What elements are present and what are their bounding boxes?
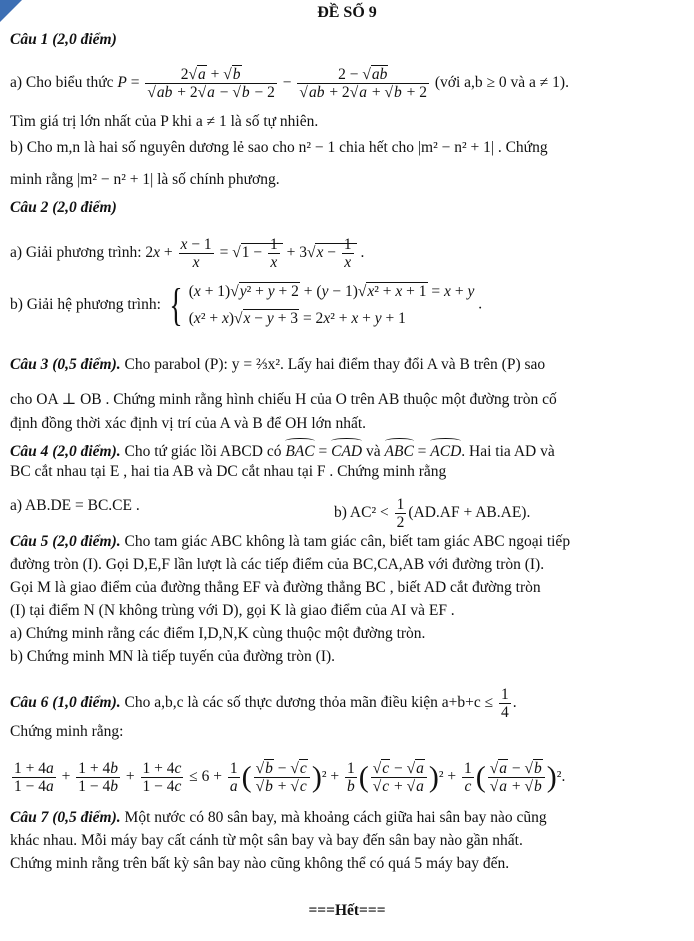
- q4-text1c: . Hai tia AD và: [461, 443, 555, 460]
- q6-text1: Cho a,b,c là các số thực dương thỏa mãn điều kiện a+b+c ≤: [124, 694, 494, 712]
- q2-a-line: a) Giải phương trình: 2x + $\frac{x - 1}{x}$ = √ 1 − $\frac{1}{x}$ + 3√ x − $\frac{1}{x}$ .: [10, 236, 364, 271]
- q4-b-lead: b) AC² <: [334, 504, 389, 522]
- q5-heading: Câu 5 (2,0 điểm).: [10, 533, 121, 550]
- q1-b-line1: b) Cho m,n là hai số nguyên dương lẻ sao cho n² − 1 chia hết cho |m² − n² + 1| . Chứng: [10, 139, 548, 156]
- q4-line1: Câu 4 (2,0 điểm). Cho tứ giác lồi ABCD có BAC = CAD và ABC = ACD. Hai tia AD và: [10, 439, 555, 462]
- q2-a-lead: a) Giải phương trình:: [10, 244, 142, 262]
- q7-heading: Câu 7 (0,5 điểm).: [10, 809, 121, 826]
- q1-a-condition: (với a,b ≥ 0 và a ≠ 1).: [434, 74, 569, 92]
- q5-text1: Cho tam giác ABC không là tam giác cân, biết tam giác ABC ngoại tiếp: [124, 533, 571, 550]
- q1-a-line: a) Cho biểu thức P = 2√ a + √ b √ ab + 2√ a − √ b − 2 − 2 − √ ab √ ab + 2√ a + √ b + 2 (với a,b ≥ 0 và a ≠ 1).: [10, 66, 569, 101]
- q4-b-tail: (AD.AF + AB.AE).: [408, 504, 531, 522]
- q7-line2: khác nhau. Mỗi máy bay cất cánh từ một sân bay và bay đến sân bay nào gần nhất.: [10, 832, 523, 849]
- q4-heading: Câu 4 (2,0 điểm).: [10, 443, 121, 460]
- q4-a: a) AB.DE = BC.CE .: [10, 497, 140, 514]
- q2-b-line: b) Giải hệ phương trình: { (x + 1)√ y² + y + 2 + (y − 1)√ x² + x + 1 = x + y (x² + x)√ x − y + 3 = 2x² + x + y + 1 .: [10, 278, 482, 332]
- q1-fraction-1: 2√ a + √ b √ ab + 2√ a − √ b − 2: [145, 66, 277, 101]
- q4-line2: BC cắt nhau tại E , hai tia AB và DC cắt nhau tại F . Chứng minh rằng: [10, 463, 447, 480]
- q3-line1: [10, 355, 545, 375]
- q5-a: a) Chứng minh rằng các điểm I,D,N,K cùng thuộc một đường tròn.: [10, 625, 426, 642]
- q6-prove: Chứng minh rằng:: [10, 723, 124, 740]
- q3-line3: định đồng thời xác định vị trí của A và B để OH lớn nhất.: [10, 415, 367, 432]
- q2-b-lead: b) Giải hệ phương trình:: [10, 296, 161, 313]
- q7-line1: [10, 808, 547, 828]
- end-marker: ===Hết===: [308, 902, 386, 919]
- q4-text1b: và: [366, 443, 381, 460]
- q7-line3: Chứng minh rằng trên bất kỳ sân bay nào cũng không thể có quá 5 máy bay đến.: [10, 855, 510, 872]
- q5-line3: Gọi M là giao điểm của đường thẳng EF và đường thẳng BC , biết AD cắt đường tròn: [10, 579, 541, 596]
- q2-heading: Câu 2 (2,0 điểm): [10, 199, 117, 216]
- q1-a-task: Tìm giá trị lớn nhất của P khi a ≠ 1 là số tự nhiên.: [10, 113, 319, 130]
- q6-inequality: $\frac{1 + 4a}{1 - 4a}$ + $\frac{1 + 4b}{1 - 4b}$ + $\frac{1 + 4c}{1 - 4c}$ ≤ 6 + $\frac{1}{a}$ ( √ b − √ c √ b + √ c )² + $\frac{1}{b}$ ( √ c − √ a √ c + √ a )² + $\frac{1}{c}$ ( √ a − √ b √ a + √ b )².: [10, 760, 565, 795]
- q4-b: b) AC² < $\frac{1}{2}$ (AD.AF + AB.AE).: [334, 496, 531, 531]
- q3-line2: cho OA ⊥ OB . Chứng minh rằng hình chiếu H của O trên AB thuộc một đường tròn cố: [10, 391, 557, 408]
- q1-heading: Câu 1 (2,0 điểm): [10, 31, 117, 48]
- q7-text1: Một nước có 80 sân bay, mà khoảng cách giữa hai sân bay nào cũng: [124, 809, 547, 826]
- page-title: ĐỀ SỐ 9: [317, 4, 377, 21]
- q5-line1: [10, 532, 570, 552]
- q1-fraction-2: 2 − √ ab √ ab + 2√ a + √ b + 2: [297, 66, 429, 101]
- q2-system: (x + 1)√ y² + y + 2 + (y − 1)√ x² + x + 1 = x + y (x² + x)√ x − y + 3 = 2x² + x + y + 1: [189, 278, 475, 332]
- q4-text1a: Cho tứ giác lồi ABCD có: [124, 443, 282, 460]
- q5-line4: (I) tại điểm N (N không trùng với D), gọi K là giao điểm của AI và EF .: [10, 602, 455, 619]
- q5-line2: đường tròn (I). Gọi D,E,F lần lượt là các tiếp điểm của BC,CA,AB với đường tròn (I).: [10, 556, 545, 573]
- q1-b-line2: minh rằng |m² − n² + 1| là số chính phương.: [10, 171, 280, 188]
- q5-b: b) Chứng minh MN là tiếp tuyến của đường tròn (I).: [10, 648, 336, 665]
- q1-a-lead: a) Cho biểu thức: [10, 74, 114, 92]
- q6-heading: Câu 6 (1,0 điểm).: [10, 694, 121, 712]
- q6-line1: Câu 6 (1,0 điểm). Cho a,b,c là các số thực dương thỏa mãn điều kiện a+b+c ≤ $\frac{1}{4}$ .: [10, 686, 517, 721]
- q3-text1: Cho parabol (P): y = ⅔x². Lấy hai điểm thay đổi A và B trên (P) sao: [124, 356, 546, 373]
- q3-heading: Câu 3 (0,5 điểm).: [10, 356, 121, 373]
